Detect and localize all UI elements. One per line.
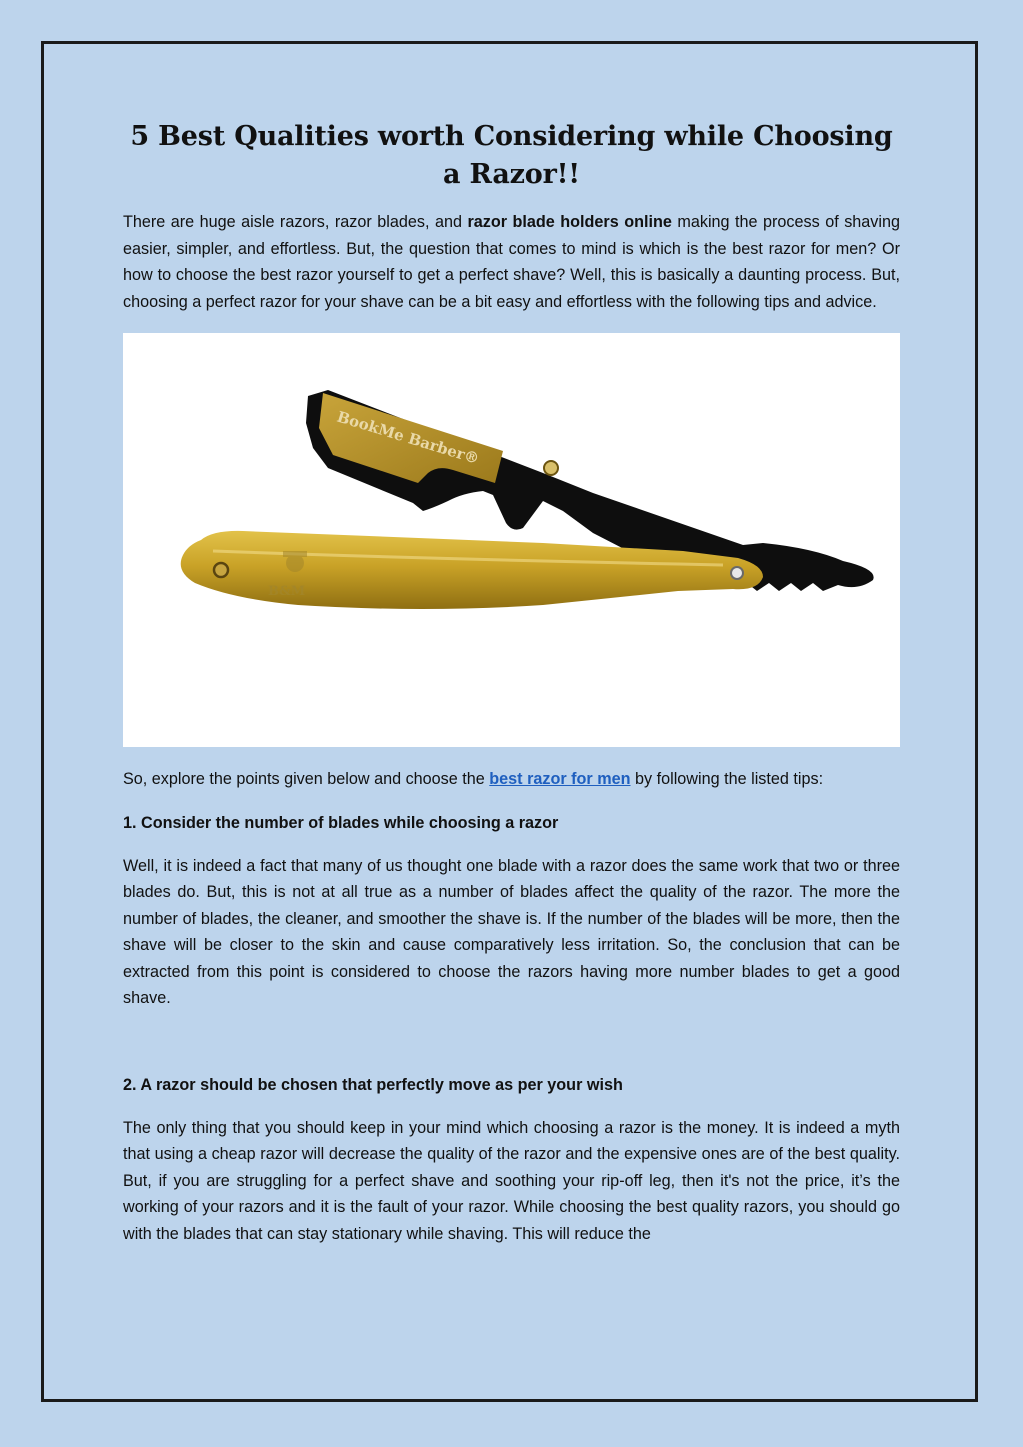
- lead-text-start: So, explore the points given below and choose the: [123, 770, 490, 788]
- plate-pin: [544, 461, 558, 475]
- intro-text-start: There are huge aisle razors, razor blades, and: [123, 213, 468, 231]
- razor-image: [123, 333, 900, 747]
- intro-paragraph: [123, 209, 900, 315]
- section-2-heading: 2. A razor should be chosen that perfectly move as per your wish: [123, 1075, 623, 1094]
- handle-rivet-left: [214, 563, 228, 577]
- section-1-body: Well, it is indeed a fact that many of us thought one blade with a razor does the same work that two or three blades do. But, this is not at all true as a number of blades affect the quality of the razor. The more the number of blades, the cleaner, and smoother the shave is. If the number of the blades will be more, then the shave will be closer to the skin and cause comparatively less irritation. So, the conclusion that can be extracted from this point is considered to choose the razors having more number blades to get a good shave.: [123, 856, 900, 1007]
- lead-paragraph: [123, 766, 900, 793]
- section-2-body: The only thing that you should keep in your mind which choosing a razor is the money. It is indeed a myth that using a cheap razor will decrease the quality of the razor and the expensive ones are of the best quality. But, if you are struggling for a perfect shave and soothing your rip-off leg, then it's not the price, it’s the working of your razors and it is the fault of your razor. While choosing the best quality razors, you should go with the blades that can stay stationary while shaving. This will reduce the: [123, 1118, 900, 1243]
- best-razor-link[interactable]: best razor for men: [489, 770, 631, 788]
- intro-text-end: making the process of shaving easier, simpler, and effortless. But, the question that comes to mind is which is the best razor for men? Or how to choose the best razor yourself to get a perfect shave? Well, this is basically a daunting process. But, choosing a perfect razor for your shave can be a bit easy and effortless with the following tips and advice.: [123, 213, 900, 311]
- handle-rivet-right: [731, 567, 743, 579]
- straight-razor-illustration: [123, 333, 900, 747]
- intro-bold-phrase: razor blade holders online: [467, 213, 672, 231]
- handle-logo-text: B&M: [268, 584, 306, 599]
- razor-brand-text: BookMe Barber®: [334, 407, 482, 469]
- document-content: [123, 118, 900, 1247]
- lead-text-end: by following the listed tips:: [630, 770, 824, 788]
- page-title: 5 Best Qualities worth Considering while Choosing a Razor!!: [130, 121, 893, 190]
- section-1-heading: 1. Consider the number of blades while choosing a razor: [123, 813, 559, 832]
